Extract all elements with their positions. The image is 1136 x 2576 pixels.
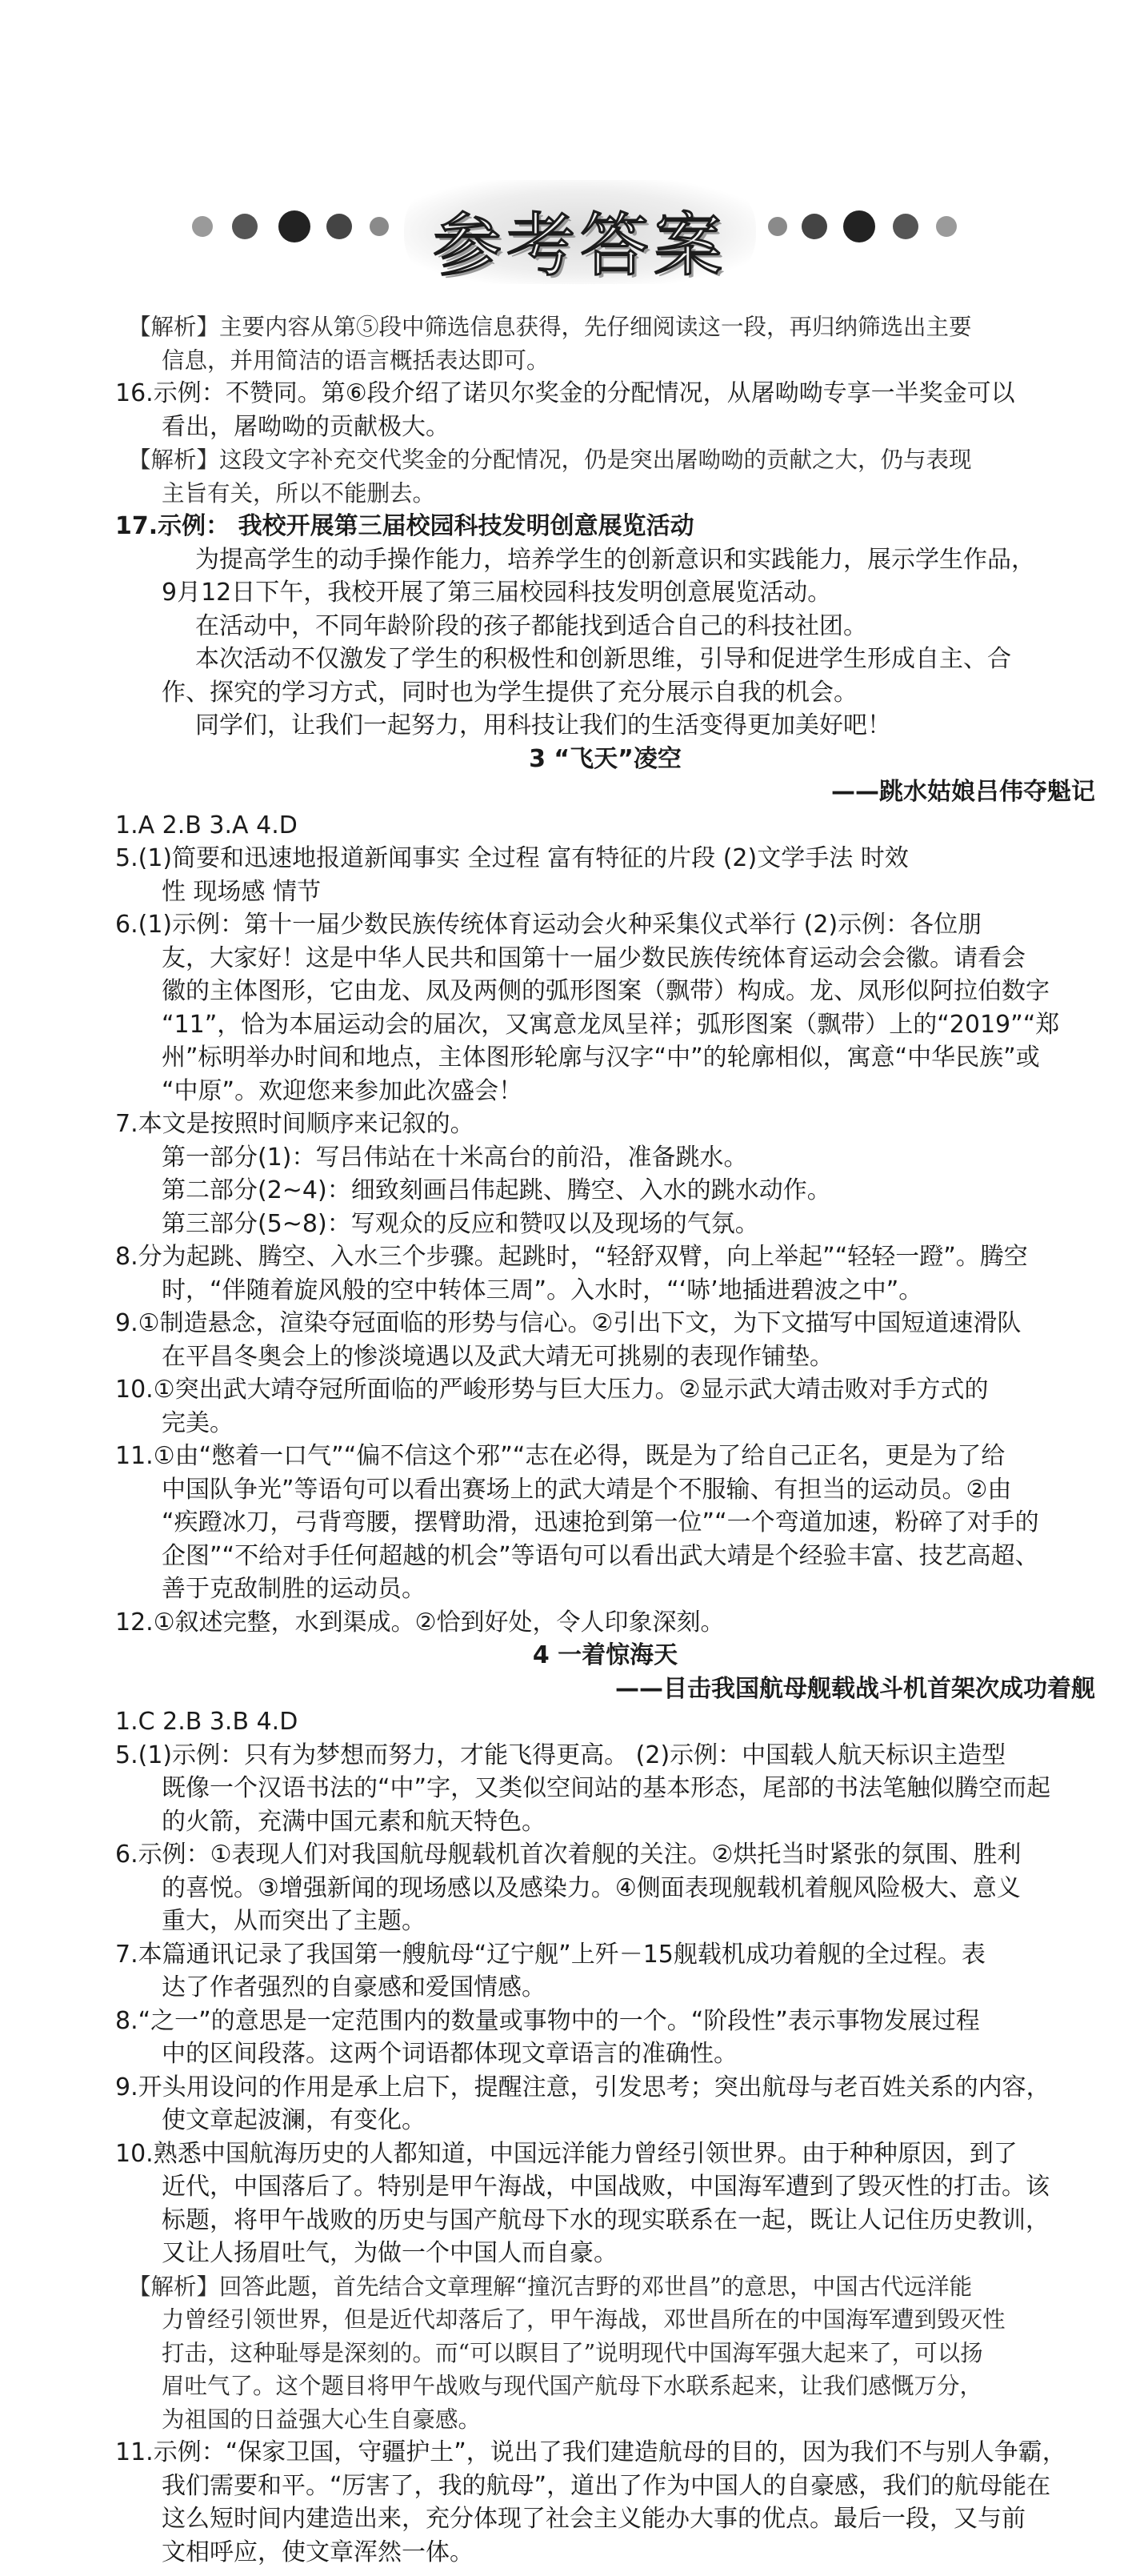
answer-header-banner [0,172,1136,288]
decor-dot-icon [326,214,352,239]
text-line: 6.示例：①表现人们对我国航母舰载机首次着舰的关注。②烘托当时紧张的氛围、胜利 [115,1841,1022,1869]
text-line: 10.①突出武大靖夺冠所面临的严峻形势与巨大压力。②显示武大靖击败对手方式的 [115,1376,989,1404]
text-line: 同学们，让我们一起努力，用科技让我们的生活变得更加美好吧！ [195,711,891,739]
text-line: 重大，从而突出了主题。 [162,1907,426,1935]
text-line: 8.分为起跳、腾空、入水三个步骤。起跳时，“轻舒双臂，向上举起”“轻轻一蹬”。腾空 [115,1243,1028,1271]
text-line: 8.“之一”的意思是一定范围内的数量或事物中的一个。“阶段性”表示事物发展过程 [115,2006,980,2035]
text-line: 9.开头用设问的作用是承上启下，提醒注意，引发思考；突出航母与老百姓关系的内容， [115,2073,1050,2101]
text-line: 4 一着惊海天 [532,1641,678,1669]
text-line: 使文章起波澜，有变化。 [162,2106,426,2134]
text-line: 10.熟悉中国航海历史的人都知道，中国远洋能力曾经引领世界。由于种种原因，到了 [115,2139,1018,2168]
page-title: 参考答案 [433,206,727,286]
text-line: 为提高学生的动手操作能力，培养学生的创新意识和实践能力，展示学生作品， [195,545,1035,574]
text-line: 3 “飞天”凌空 [529,744,682,773]
text-line: 时，“伴随着旋风般的空中转体三周”。入水时，“‘哧’地插进碧波之中”。 [162,1276,923,1304]
text-line: 完美。 [162,1408,234,1437]
text-line: 看出，屠呦呦的贡献极大。 [162,412,450,441]
text-line: 5.(1)简要和迅速地报道新闻事实 全过程 富有特征的片段 (2)文学手法 时效 [115,844,909,872]
text-line: 第一部分(1)：写吕伟站在十米高台的前沿，准备跳水。 [162,1143,748,1172]
decor-dot-icon [802,214,827,239]
text-line: 这么短时间内建造出来，充分体现了社会主义能办大事的优点。最后一段，又与前 [162,2505,1026,2533]
text-line: 第三部分(5~8)：写观众的反应和赞叹以及现场的气氛。 [162,1209,759,1238]
text-line: 在活动中，不同年龄阶段的孩子都能找到适合自己的科技社团。 [195,611,867,640]
text-line: 善于克敌制胜的运动员。 [162,1575,426,1603]
text-line: 【解析】这段文字补充交代奖金的分配情况，仍是突出屠呦呦的贡献之大，仍与表现 [128,447,972,473]
text-line: 中的区间段落。这两个词语都体现文章语言的准确性。 [162,2040,738,2068]
text-line: ——目击我国航母舰载战斗机首架次成功着舰 [615,1674,1095,1703]
text-line: 17.示例： 我校开展第三届校园科技发明创意展览活动 [115,512,694,540]
text-line: 作、探究的学习方式，同时也为学生提供了充分展示自我的机会。 [162,678,858,707]
decor-dot-icon [278,210,310,242]
text-line: 主旨有关，所以不能删去。 [162,479,436,507]
text-line: 近代，中国落后了。特别是甲午海战，中国战败，中国海军遭到了毁灭性的打击。该 [162,2173,1050,2201]
text-line: 16.示例：不赞同。第⑥段介绍了诺贝尔奖金的分配情况，从屠呦呦专享一半奖金可以 [115,379,1015,407]
text-line: 徽的主体图形，它由龙、凤及两侧的弧形图案（飘带）构成。龙、凤形似阿拉伯数字 [162,977,1050,1005]
text-line: 力曾经引领世界，但是近代却落后了，甲午海战，邓世昌所在的中国海军遭到毁灭性 [162,2306,1006,2333]
text-line: 第二部分(2~4)：细致刻画吕伟起跳、腾空、入水的跳水动作。 [162,1176,831,1204]
answer-content [115,310,1095,2569]
text-line: 友，大家好！这是中华人民共和国第十一届少数民族传统体育运动会会徽。请看会 [162,943,1026,972]
text-line: 【解析】主要内容从第⑤段中筛选信息获得，先仔细阅读这一段，再归纳筛选出主要 [128,314,972,340]
decor-dot-icon [192,216,213,237]
text-line: 为祖国的日益强大心生自豪感。 [162,2406,482,2433]
text-line: 达了作者强烈的自豪感和爱国情感。 [162,1973,546,2001]
text-line: 州”标明举办时间和地点，主体图形轮廓与汉字“中”的轮廓相似，寓意“中华民族”或 [162,1044,1040,1072]
title-backdrop [404,180,756,284]
text-line: 12.①叙述完整，水到渠成。②恰到好处，令人印象深刻。 [115,1608,725,1637]
text-line: 11.示例：“保家卫国，守疆护土”，说出了我们建造航母的目的，因为我们不与别人争霸， [115,2438,1066,2466]
text-line: 本次活动不仅激发了学生的积极性和创新思维，引导和促进学生形成自主、合 [195,645,1011,673]
text-line: ——跳水姑娘吕伟夺魁记 [831,778,1095,806]
text-line: 9月12日下午，我校开展了第三届校园科技发明创意展览活动。 [162,579,832,607]
text-line: “11”，恰为本届运动会的届次，又寓意龙凤呈祥；弧形图案（飘带）上的“2019”“郑 [162,1010,1060,1039]
text-line: “中原”。欢迎您来参加此次盛会！ [162,1076,523,1105]
text-line: 中国队争光”等语句可以看出赛场上的武大靖是个不服输、有担当的运动员。②由 [162,1475,1012,1504]
text-line: 1.C 2.B 3.B 4.D [115,1708,298,1736]
decor-dot-icon [936,216,957,237]
text-line: 在平昌冬奥会上的惨淡境遇以及武大靖无可挑剔的表现作铺垫。 [162,1342,834,1371]
decor-dot-icon [232,214,258,239]
text-line: 的火箭，充满中国元素和航天特色。 [162,1807,546,1836]
text-line: 1.A 2.B 3.A 4.D [115,811,298,839]
text-line: 6.(1)示例：第十一届少数民族传统体育运动会火种采集仪式举行 (2)示例：各位朋 [115,911,982,939]
decor-dot-icon [768,217,787,236]
text-line: 既像一个汉语书法的“中”字，又类似空间站的基本形态，尾部的书法笔触似腾空而起 [162,1774,1051,1802]
text-line: “疾蹬冰刀，弓背弯腰，摆臂助滑，迅速抢到第一位”“一个弯道加速，粉碎了对手的 [162,1508,1039,1536]
text-line: 眉吐气了。这个题目将甲午战败与现代国产航母下水联系起来，让我们感慨万分， [162,2373,983,2399]
text-line: 打击，这种耻辱是深刻的。而“可以瞑目了”说明现代中国海军强大起来了，可以扬 [162,2339,983,2366]
text-line: 的喜悦。③增强新闻的现场感以及感染力。④侧面表现舰载机着舰风险极大、意义 [162,1873,1021,1902]
decor-dot-icon [370,217,389,236]
text-line: 我们需要和平。“厉害了，我的航母”，道出了作为中国人的自豪感，我们的航母能在 [162,2471,1051,2500]
decor-dot-icon [843,210,875,242]
text-line: 5.(1)示例：只有为梦想而努力，才能飞得更高。 (2)示例：中国载人航天标识主造型 [115,1741,1006,1769]
text-line: 【解析】回答此题，首先结合文章理解“撞沉吉野的邓世昌”的意思，中国古代远洋能 [128,2273,973,2300]
text-line: 7.本文是按照时间顺序来记叙的。 [115,1110,474,1138]
text-line: 文相呼应，使文章浑然一体。 [162,2538,474,2566]
text-line: 11.①由“憋着一口气”“偏不信这个邪”“志在必得，既是为了给自己正名，更是为了给 [115,1442,1006,1470]
decor-dot-icon [893,214,918,239]
text-line: 企图”“不给对手任何超越的机会”等语句可以看出武大靖是个经验丰富、技艺高超、 [162,1541,1039,1570]
text-line: 性 现场感 情节 [162,877,322,906]
text-line: 7.本篇通讯记录了我国第一艘航母“辽宁舰”上歼－15舰载机成功着舰的全过程。表 [115,1940,986,1969]
text-line: 又让人扬眉吐气，为做一个中国人而自豪。 [162,2239,618,2267]
text-line: 9.①制造悬念，渲染夺冠面临的形势与信心。②引出下文，为下文描写中国短道速滑队 [115,1309,1022,1337]
text-line: 信息，并用简洁的语言概括表达即可。 [162,347,550,374]
text-line: 标题，将甲午战败的历史与国产航母下水的现实联系在一起，既让人记住历史教训， [162,2205,1050,2234]
